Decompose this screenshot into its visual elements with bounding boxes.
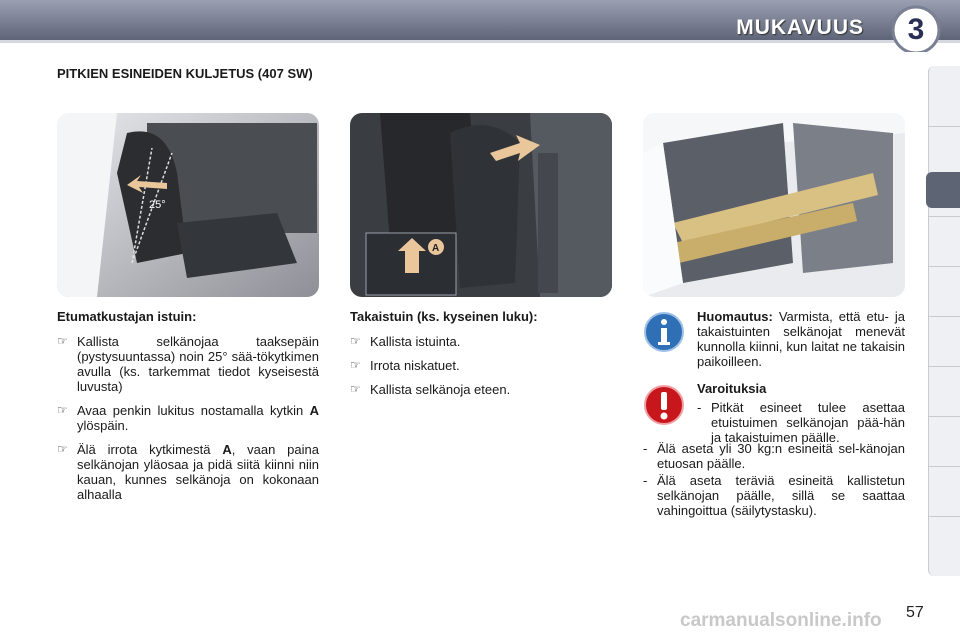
front-seat-photo <box>57 113 319 297</box>
hand-pointer-icon: ☞ <box>350 358 361 372</box>
list-item <box>57 334 319 394</box>
bullet-text: Kallista selkänoja eteen. <box>370 382 511 397</box>
bullet-text: ylöspäin. <box>77 418 129 433</box>
list-item <box>350 358 612 373</box>
warning-text: Pitkät esineet tulee asettaa etuistuimen selkänojan pää-hän ja takaistuimen päälle. <box>711 400 905 445</box>
latch-label: A <box>432 243 440 254</box>
dash-mark: - <box>643 473 648 488</box>
front-seat-heading: Etumatkustajan istuin: <box>57 309 197 324</box>
notice-label: Huomautus: <box>697 309 773 324</box>
warning-item-1 <box>697 400 905 445</box>
latch-ref: A <box>309 403 319 418</box>
hand-pointer-icon: ☞ <box>57 403 68 417</box>
bullet-text: Älä irrota kytkimestä <box>77 442 223 457</box>
rear-seat-heading: Takaistuin (ks. kyseinen luku): <box>350 309 538 324</box>
latch-ref: A <box>222 442 232 457</box>
hand-pointer-icon: ☞ <box>350 334 361 348</box>
tab-divider <box>929 126 960 127</box>
tab-divider <box>929 466 960 467</box>
tab-divider <box>929 416 960 417</box>
warning-text: Älä aseta teräviä esineitä kallistetun selkänojan päälle, sillä se saattaa vahingoittua (säilytystasku). <box>657 473 905 518</box>
warnings-heading-block <box>697 381 905 396</box>
warning-icon <box>643 384 685 431</box>
hand-pointer-icon: ☞ <box>57 334 68 348</box>
list-item <box>57 442 319 502</box>
angle-label: 25° <box>149 199 166 211</box>
warning-items-rest <box>643 441 905 518</box>
notice-block <box>697 309 905 369</box>
chapter-title: MUKAVUUS <box>736 16 864 39</box>
header-band <box>0 0 960 52</box>
watermark: carmanualsonline.info <box>680 610 882 631</box>
rear-seat-instructions <box>350 309 612 406</box>
front-seat-instructions <box>57 309 319 511</box>
info-icon <box>643 311 685 358</box>
bullet-text: Kallista selkänojaa taaksepäin (pystysuuntassa) noin 25° sää-tökytkimen avulla (ks. tarkemmat tiedot kyseisestä luvusta) <box>77 334 319 394</box>
dash-mark: - <box>697 400 702 415</box>
bullet-text: Irrota niskatuet. <box>370 358 460 373</box>
bullet-text: Kallista istuinta. <box>370 334 461 349</box>
list-item <box>57 403 319 433</box>
tab-divider <box>929 316 960 317</box>
section-title: PITKIEN ESINEIDEN KULJETUS (407 SW) <box>57 66 313 81</box>
chapter-tab-rail <box>928 66 960 576</box>
warnings-heading: Varoituksia <box>697 381 767 396</box>
list-item <box>350 334 612 349</box>
list-item <box>643 441 905 471</box>
tab-divider <box>929 516 960 517</box>
tab-divider <box>929 266 960 267</box>
page-number: 57 <box>906 604 924 621</box>
notice-text: Varmista, että etu- ja takaistuinten selkänojat menevät kunnolla kiinni, kun laitat ne takaisin paikoilleen. <box>697 309 905 369</box>
hand-pointer-icon: ☞ <box>57 442 68 456</box>
list-item <box>697 400 905 445</box>
tab-divider <box>929 216 960 217</box>
warning-text: Älä aseta yli 30 kg:n esineitä sel-känojan etuosan päälle. <box>657 441 905 471</box>
chapter-tab-active[interactable] <box>926 172 960 208</box>
bullet-text: Avaa penkin lukitus nostamalla kytkin <box>77 403 310 418</box>
chapter-number: 3 <box>907 13 925 46</box>
list-item <box>350 382 612 397</box>
bullet-text: , vaan paina selkänojan yläosaa ja pidä siitä kiinni niin kauan, kunnes selkänoja on kokonaan alhaalla <box>77 442 319 502</box>
dash-mark: - <box>643 441 648 456</box>
hand-pointer-icon: ☞ <box>350 382 361 396</box>
rear-seat-photo <box>350 113 612 297</box>
tab-divider <box>929 366 960 367</box>
cargo-photo <box>643 113 905 297</box>
list-item <box>643 473 905 518</box>
